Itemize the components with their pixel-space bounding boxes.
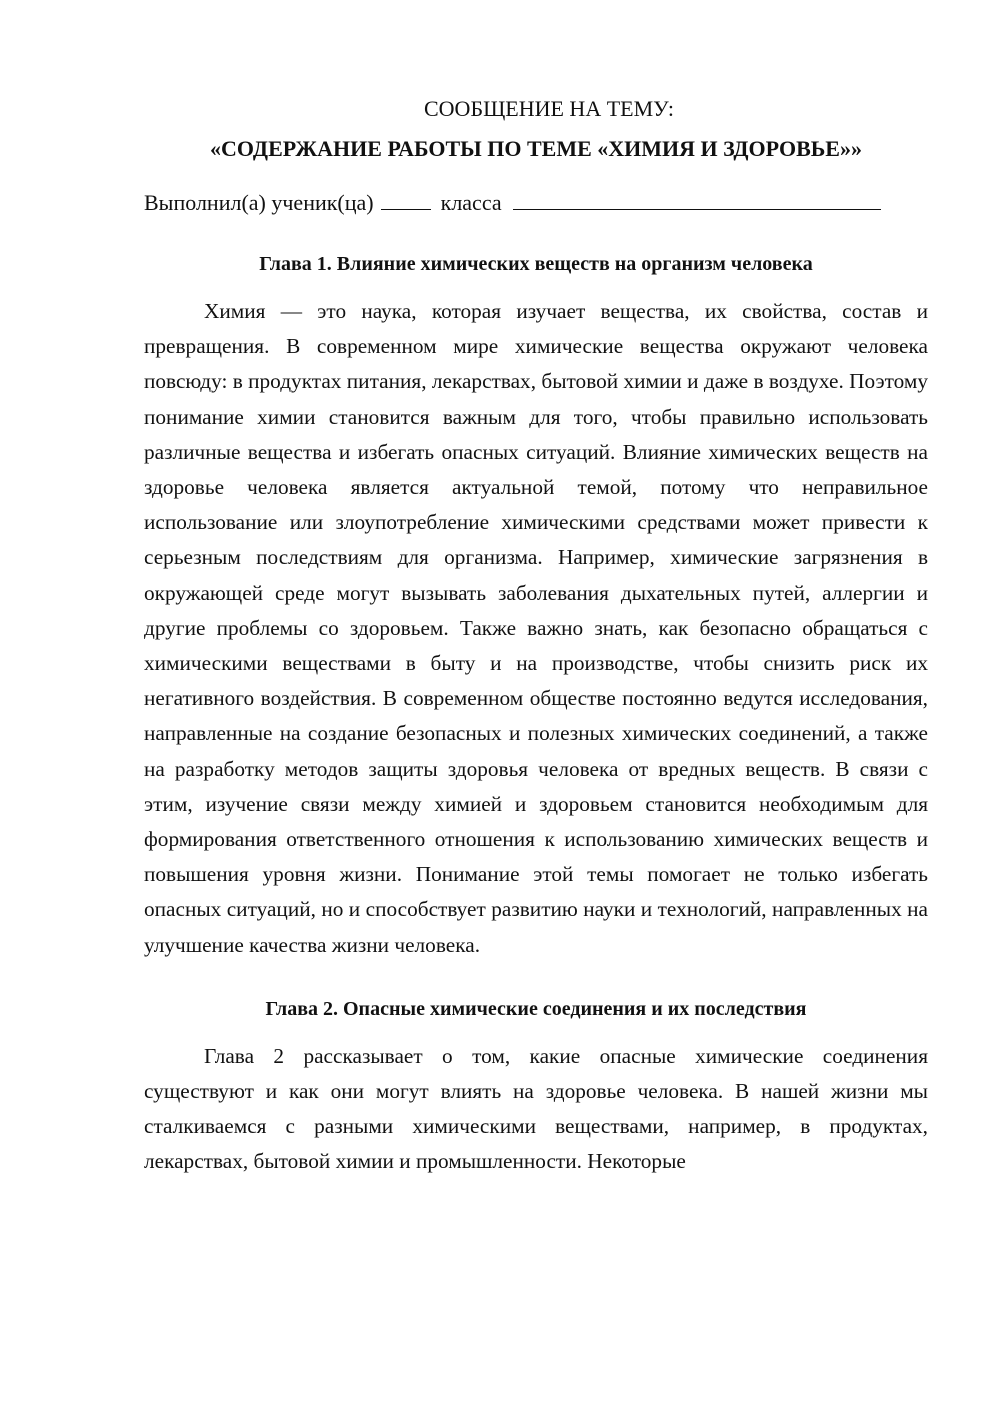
document-title-label: СООБЩЕНИЕ НА ТЕМУ: <box>424 96 674 121</box>
chapter-1-paragraph: Химия — это наука, которая изучает вещества, их свойства, состав и превращения. В современном мире химические вещества окружают человека повсюду: в продуктах питания, лекарствах, бытовой химии и даже в воздухе. Поэтому понимание химии становится важным для того, чтобы правильно использовать различные вещества и избегать опасных ситуаций. Влияние химических веществ на здоровье человека является актуальной темой, потому что неправильное использование или злоупотребление химическими средствами может привести к серьезным последствиям для организма. Например, химические загрязнения в окружающей среде могут вызывать заболевания дыхательных путей, аллергии и другие проблемы со здоровьем. Также важно знать, как безопасно обращаться с химическими веществами в быту и на производстве, чтобы снизить риск их негативного воздействия. В современном обществе постоянно ведутся исследования, направленные на создание безопасных и полезных химических соединений, а также на разработку методов защиты здоровья человека от вредных веществ. В связи с этим, изучение связи между химией и здоровьем становится необходимым для формирования ответственного отношения к использованию химических веществ и повышения уровня жизни. Понимание этой темы помогает не только избегать опасных ситуаций, но и способствует развитию науки и технологий, направленных на улучшение качества жизни человека. <box>144 299 928 957</box>
chapter-2-paragraph: Глава 2 рассказывает о том, какие опасные химические соединения существуют и как они могут влиять на здоровье человека. В нашей жизни мы сталкиваемся с разными химическими веществами, например, в продуктах, лекарствах, бытовой химии и промышленности. Некоторые <box>144 1043 928 1174</box>
author-line <box>144 186 928 220</box>
document-page <box>144 92 928 1180</box>
author-prefix: Выполнил(а) ученик(ца) <box>144 190 374 215</box>
chapter-2-heading: Глава 2. Опасные химические соединения и их последствия <box>265 997 807 1020</box>
chapter-1-heading: Глава 1. Влияние химических веществ на организм человека <box>259 253 813 275</box>
document-title: «СОДЕРЖАНИЕ РАБОТЫ ПО ТЕМЕ «ХИМИЯ И ЗДОРОВЬЕ»» <box>210 136 862 161</box>
grade-blank-field[interactable] <box>381 187 431 210</box>
class-blank-field[interactable] <box>513 187 881 210</box>
class-word: класса <box>440 190 502 215</box>
